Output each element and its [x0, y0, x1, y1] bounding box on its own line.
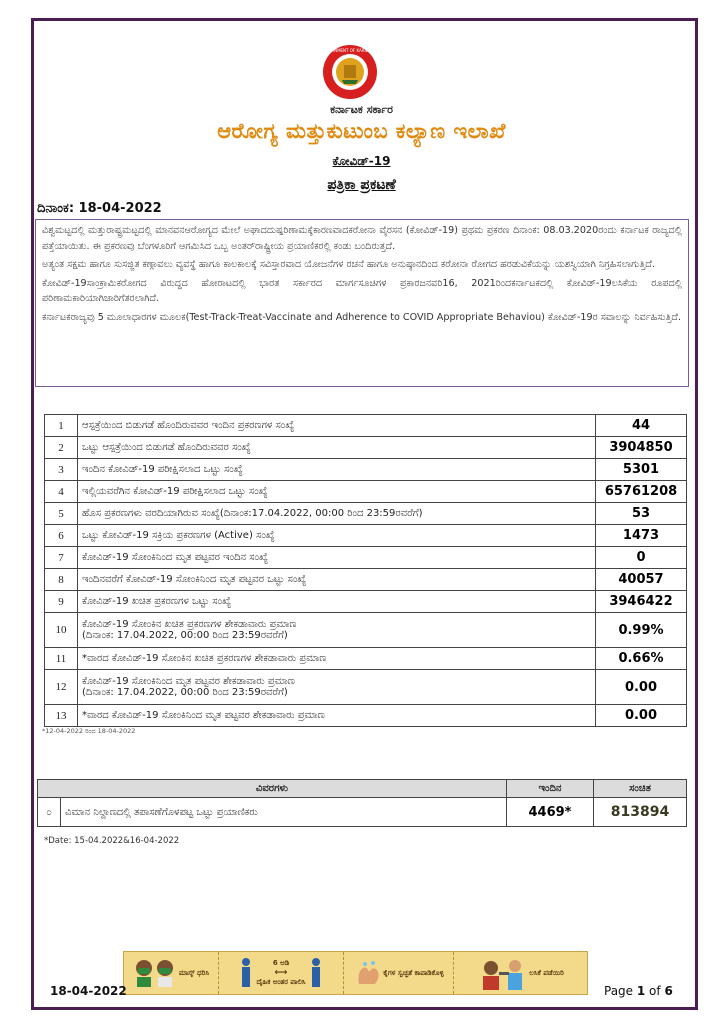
- row-value: 44: [596, 415, 687, 437]
- page-of: of: [645, 984, 665, 998]
- row-value: 65761208: [596, 481, 687, 503]
- row-label: [78, 481, 596, 503]
- emblem-text: GOVERNMENT OF KARNATAKA: [319, 48, 381, 53]
- press-release-title: ಪತ್ರಿಕಾ ಪ್ರಕಟಣೆ: [327, 177, 396, 193]
- row-value: 0.66%: [596, 648, 687, 670]
- row-number: 3: [45, 459, 78, 481]
- row-label-text: ಒಟ್ಟು ಕೋವಿಡ್-19 ಸಕ್ರಿಯ ಪ್ರಕರಣಗಳ (Active) ಸಂಖ್ಯೆ: [82, 530, 275, 541]
- row-label-text: ಇಂದಿನ ಕೋವಿಡ್-19 ಪರೀಕ್ಷಿಸಲಾದ ಒಟ್ಟು ಸಂಖ್ಯೆ: [82, 464, 243, 475]
- row-number: 6: [45, 525, 78, 547]
- row-label: [78, 459, 596, 481]
- page-total: 6: [664, 984, 673, 998]
- row-label: [78, 670, 596, 705]
- banner-vaccine: [454, 952, 587, 994]
- row-label: [78, 525, 596, 547]
- row-value: 3946422: [596, 591, 687, 613]
- intro-paragraph: ಕೋವಿಡ್-19ಸಾಂಕ್ರಾಮಿಕರೋಗದ ವಿರುದ್ಧದ ಹೋರಾಟದಲ್ಲಿ ಭಾರತ ಸರ್ಕಾರದ ಮಾರ್ಗಸೂಚಿಗಳ ಪ್ರಕಾರಜನವರಿ16, 2021ರಿಂದಕರ್ನಾಟಕದಲ್ಲಿ ಕೋವಿಡ್-19ಲಸಿಕೆಯ ರೂಪದಲ್ಲಿ ಪರಿಣಾಮಕಾರಿಯಾಗಿಜಾರಿಗೆತರಲಾಗಿದೆ.: [42, 277, 682, 305]
- row-label: ವಿಮಾನ ನಿಲ್ದಾಣದಲ್ಲಿ ತಪಾಸಣೆಗೊಳಪಟ್ಟ ಒಟ್ಟು ಪ್ರಯಾಣಿಕರು: [61, 798, 507, 827]
- row-label-text: *ವಾರದ ಕೋವಿಡ್-19 ಸೋಂಕಿನಿಂದ ಮೃತ ಪಟ್ಟವರ ಶೇಕಡಾವಾರು ಪ್ರಮಾಣ: [82, 710, 325, 721]
- row-value: 0: [596, 547, 687, 569]
- row-label-text: ಆಸ್ಪತ್ರೆಯಿಂದ ಬಿಡುಗಡೆ ಹೊಂದಿರುವವರ ಇಂದಿನ ಪ್ರಕರಣಗಳ ಸಂಖ್ಯೆ: [82, 420, 295, 431]
- table-row: [45, 481, 687, 503]
- table-row: [45, 503, 687, 525]
- table-row: [45, 670, 687, 705]
- airport-screening-table: [37, 779, 687, 827]
- row-label-subtext: (ದಿನಾಂಕ: 17.04.2022, 00:00 ರಿಂದ 23:59ರವರೆಗೆ): [82, 687, 288, 698]
- row-label: [78, 648, 596, 670]
- table-row: [45, 705, 687, 727]
- row-label-text: ಕೋವಿಡ್-19 ಸೋಂಕಿನ ಖಚಿತ ಪ್ರಕರಣಗಳ ಶೇಕಡಾವಾರು ಪ್ರಮಾಣ: [82, 619, 297, 630]
- row-value: 3904850: [596, 437, 687, 459]
- row-value: 0.99%: [596, 613, 687, 648]
- banner-hands-label: ಕೈಗಳ ಸ್ವಚ್ಛತೆ ಕಾಪಾಡಿಕೊಳ್ಳಿ: [383, 968, 444, 977]
- govt-emblem: [314, 44, 386, 100]
- handwash-icon: [353, 958, 383, 988]
- double-arrow-icon: ⟷: [274, 968, 288, 978]
- mask-icon: [133, 958, 179, 988]
- table-row: [45, 613, 687, 648]
- page-current: 1: [636, 984, 646, 998]
- row-number: 8: [45, 569, 78, 591]
- row-value: 1473: [596, 525, 687, 547]
- row-label: [78, 613, 596, 648]
- row-label-text: ಒಟ್ಟು ಆಸ್ಪತ್ರೆಯಿಂದ ಬಿಡುಗಡೆ ಹೊಂದಿರುವವರ ಸಂಖ್ಯೆ: [82, 442, 251, 453]
- row-number: 4: [45, 481, 78, 503]
- banner-distance-label: ದೈಹಿಕ ಅಂತರ ಪಾಲಿಸಿ: [256, 978, 306, 986]
- banner-distance: [219, 952, 344, 994]
- row-label-text: *ವಾರದ ಕೋವಿಡ್-19 ಸೋಂಕಿನ ಖಚಿತ ಪ್ರಕರಣಗಳ ಶೇಕಡಾವಾರು ಪ್ರಮಾಣ: [82, 653, 327, 664]
- banner-mask: [124, 952, 219, 994]
- table-header-row: [38, 780, 687, 798]
- row-label: [78, 705, 596, 727]
- footer-date: 18-04-2022: [50, 984, 127, 998]
- intro-paragraph: ಕರ್ನಾಟಕರಾಜ್ಯವು 5 ಮೂಲಾಧಾರಗಳ ಮೂಲಕ(Test-Track-Treat-Vaccinate and Adherence to COVID Appropriate Behaviou) ಕೋವಿಡ್-19ರ ಸವಾಲನ್ನು ನಿರ್ವಹಿಸುತ್ತಿದೆ.: [42, 311, 682, 323]
- row-number: 13: [45, 705, 78, 727]
- banner-vaccine-label: ಲಸಿಕೆ ಪಡೆಯಿರಿ: [529, 968, 564, 977]
- intro-box: [35, 219, 689, 387]
- row-value: 5301: [596, 459, 687, 481]
- covid-subject: ಕೋವಿಡ್-19: [332, 154, 391, 168]
- row-label-text: ಹೊಸ ಪ್ರಕರಣಗಳು ವರದಿಯಾಗಿರುವ ಸಂಖ್ಯೆ(ದಿನಾಂಕ:17.04.2022, 00:00 ರಿಂದ 23:59ರವರೆಗೆ): [82, 508, 423, 519]
- table-row: [45, 591, 687, 613]
- row-label-text: ಇಲ್ಲಿಯವರೆಗಿನ ಕೋವಿಡ್-19 ಪರೀಕ್ಷಿಸಲಾದ ಒಟ್ಟು ಸಂಖ್ಯೆ: [82, 486, 268, 497]
- banner-mask-label: ಮಾಸ್ಕ್ ಧರಿಸಿ: [178, 968, 210, 977]
- table-row: [45, 415, 687, 437]
- row-label-text: ಇಂದಿನವರೆಗೆ ಕೋವಿಡ್-19 ಸೋಂಕಿನಿಂದ ಮೃತ ಪಟ್ಟವರ ಒಟ್ಟು ಸಂಖ್ಯೆ: [82, 574, 307, 585]
- intro-paragraph: ವಿಶ್ವಮಟ್ಟದಲ್ಲಿ ಮತ್ತುರಾಷ್ಟ್ರಮಟ್ಟದಲ್ಲಿ ಮಾನವನಆರೋಗ್ಯದ ಮೇಲೆ ಅಘಾದದುಷ್ಪರಿಣಾಮಕ್ಕೆಕಾರಣವಾದಕರೋನಾ ವೈರಸನ (ಕೋವಿಡ್-19) ಪ್ರಥಮ ಪ್ರಕರಣ ದಿನಾಂಕ: 08.03.2020ರಂದು ಕರ್ನಾಟಕ ರಾಜ್ಯದಲ್ಲಿ ಪತ್ತೆಯಾಯಿತು. ಈ ಪ್ರಕರಣವು ಬೆಂಗಳೂರಿಗೆ ಆಗಮಿಸಿದ ಒಬ್ಬ ಅಂತರ್‌ರಾಷ್ಟ್ರೀಯ ಪ್ರಯಾಣಿಕರಲ್ಲಿ ಕಂಡು ಬಂದಿರುತ್ತದೆ.: [42, 225, 682, 252]
- govt-name: ಕರ್ನಾಟಕ ಸರ್ಕಾರ: [330, 103, 393, 116]
- row-value: 53: [596, 503, 687, 525]
- banner-hands: [344, 952, 454, 994]
- department-title: ಆರೋಗ್ಯ ಮತ್ತುಕುಟುಂಬ ಕಲ್ಯಾಣ ಇಲಾಖೆ: [217, 119, 506, 143]
- covid-appropriate-behaviour-banner: [123, 951, 588, 995]
- row-number: 12: [45, 670, 78, 705]
- table-row: [45, 569, 687, 591]
- table-row: [38, 798, 687, 827]
- person-icon: [240, 957, 252, 989]
- row-label-text: ಕೋವಿಡ್-19 ಖಚಿತ ಪ್ರಕರಣಗಳ ಒಟ್ಟು ಸಂಖ್ಯೆ: [82, 596, 232, 607]
- today-value: 4469*: [507, 798, 594, 827]
- row-number: 10: [45, 613, 78, 648]
- col-today: ಇಂದಿನ: [507, 780, 594, 798]
- stats-footnote: *12-04-2022 ರಿಂದ 18-04-2022: [42, 727, 136, 735]
- row-label: [78, 415, 596, 437]
- page-indicator: [604, 984, 673, 998]
- table-row: [45, 459, 687, 481]
- travel-footnote: *Date: 15-04.2022&16-04-2022: [44, 836, 180, 846]
- row-number: 2: [45, 437, 78, 459]
- row-value: 0.00: [596, 670, 687, 705]
- row-label-text: ಕೋವಿಡ್-19 ಸೋಂಕಿನಿಂದ ಮೃತ ಪಟ್ಟವರ ಇಂದಿನ ಸಂಖ್ಯೆ: [82, 552, 269, 563]
- row-label: [78, 591, 596, 613]
- table-row: [45, 437, 687, 459]
- row-number: 5: [45, 503, 78, 525]
- row-value: 0.00: [596, 705, 687, 727]
- intro-paragraph: ಅತ್ಯಂತ ಸಕ್ಷಮ ಹಾಗೂ ಸುಸಜ್ಜಿತ ಕಣ್ಗಾವಲು ವ್ಯವಸ್ಥೆ ಹಾಗೂ ಕಾಲಕಾಲಕ್ಕೆ ಸವಿಸ್ತಾರವಾದ ಯೋಜನೆಗಳ ರಚನೆ ಹಾಗೂ ಅನುಷ್ಠಾನದಿಂದ ಕರೋನಾ ರೋಗದ ಹರಡುವಿಕೆಯನ್ನು ಯಶಸ್ವಿಯಾಗಿ ನಿಗ್ರಹಿಸಲಾಗುತ್ತಿದೆ.: [42, 259, 655, 271]
- table-row: [45, 525, 687, 547]
- row-label: [78, 503, 596, 525]
- table-row: [45, 547, 687, 569]
- row-label: [78, 569, 596, 591]
- row-number: 7: [45, 547, 78, 569]
- banner-distance-value: 6 ಅಡಿ: [272, 959, 290, 967]
- row-number: 1: [45, 415, 78, 437]
- row-label-text: ಕೋವಿಡ್-19 ಸೋಂಕಿನಿಂದ ಮೃತ ಪಟ್ಟವರ ಶೇಕಡಾವಾರು ಪ್ರಮಾಣ: [82, 676, 295, 687]
- release-date: ದಿನಾಂಕ: 18-04-2022: [37, 201, 162, 216]
- row-number: ೦: [38, 798, 61, 827]
- stats-table: [44, 414, 687, 727]
- row-number: 11: [45, 648, 78, 670]
- cumulative-value: 813894: [594, 798, 687, 827]
- row-value: 40057: [596, 569, 687, 591]
- row-label: [78, 547, 596, 569]
- row-number: 9: [45, 591, 78, 613]
- col-cumulative: ಸಂಚಿತ: [594, 780, 687, 798]
- vaccine-icon: [477, 956, 529, 990]
- row-label: [78, 437, 596, 459]
- page-prefix: Page: [604, 984, 637, 998]
- col-details: ವಿವರಗಳು: [38, 780, 507, 798]
- row-label-subtext: (ದಿನಾಂಕ: 17.04.2022, 00:00 ರಿಂದ 23:59ರವರೆಗೆ): [82, 630, 288, 641]
- person-icon: [310, 957, 322, 989]
- table-row: [45, 648, 687, 670]
